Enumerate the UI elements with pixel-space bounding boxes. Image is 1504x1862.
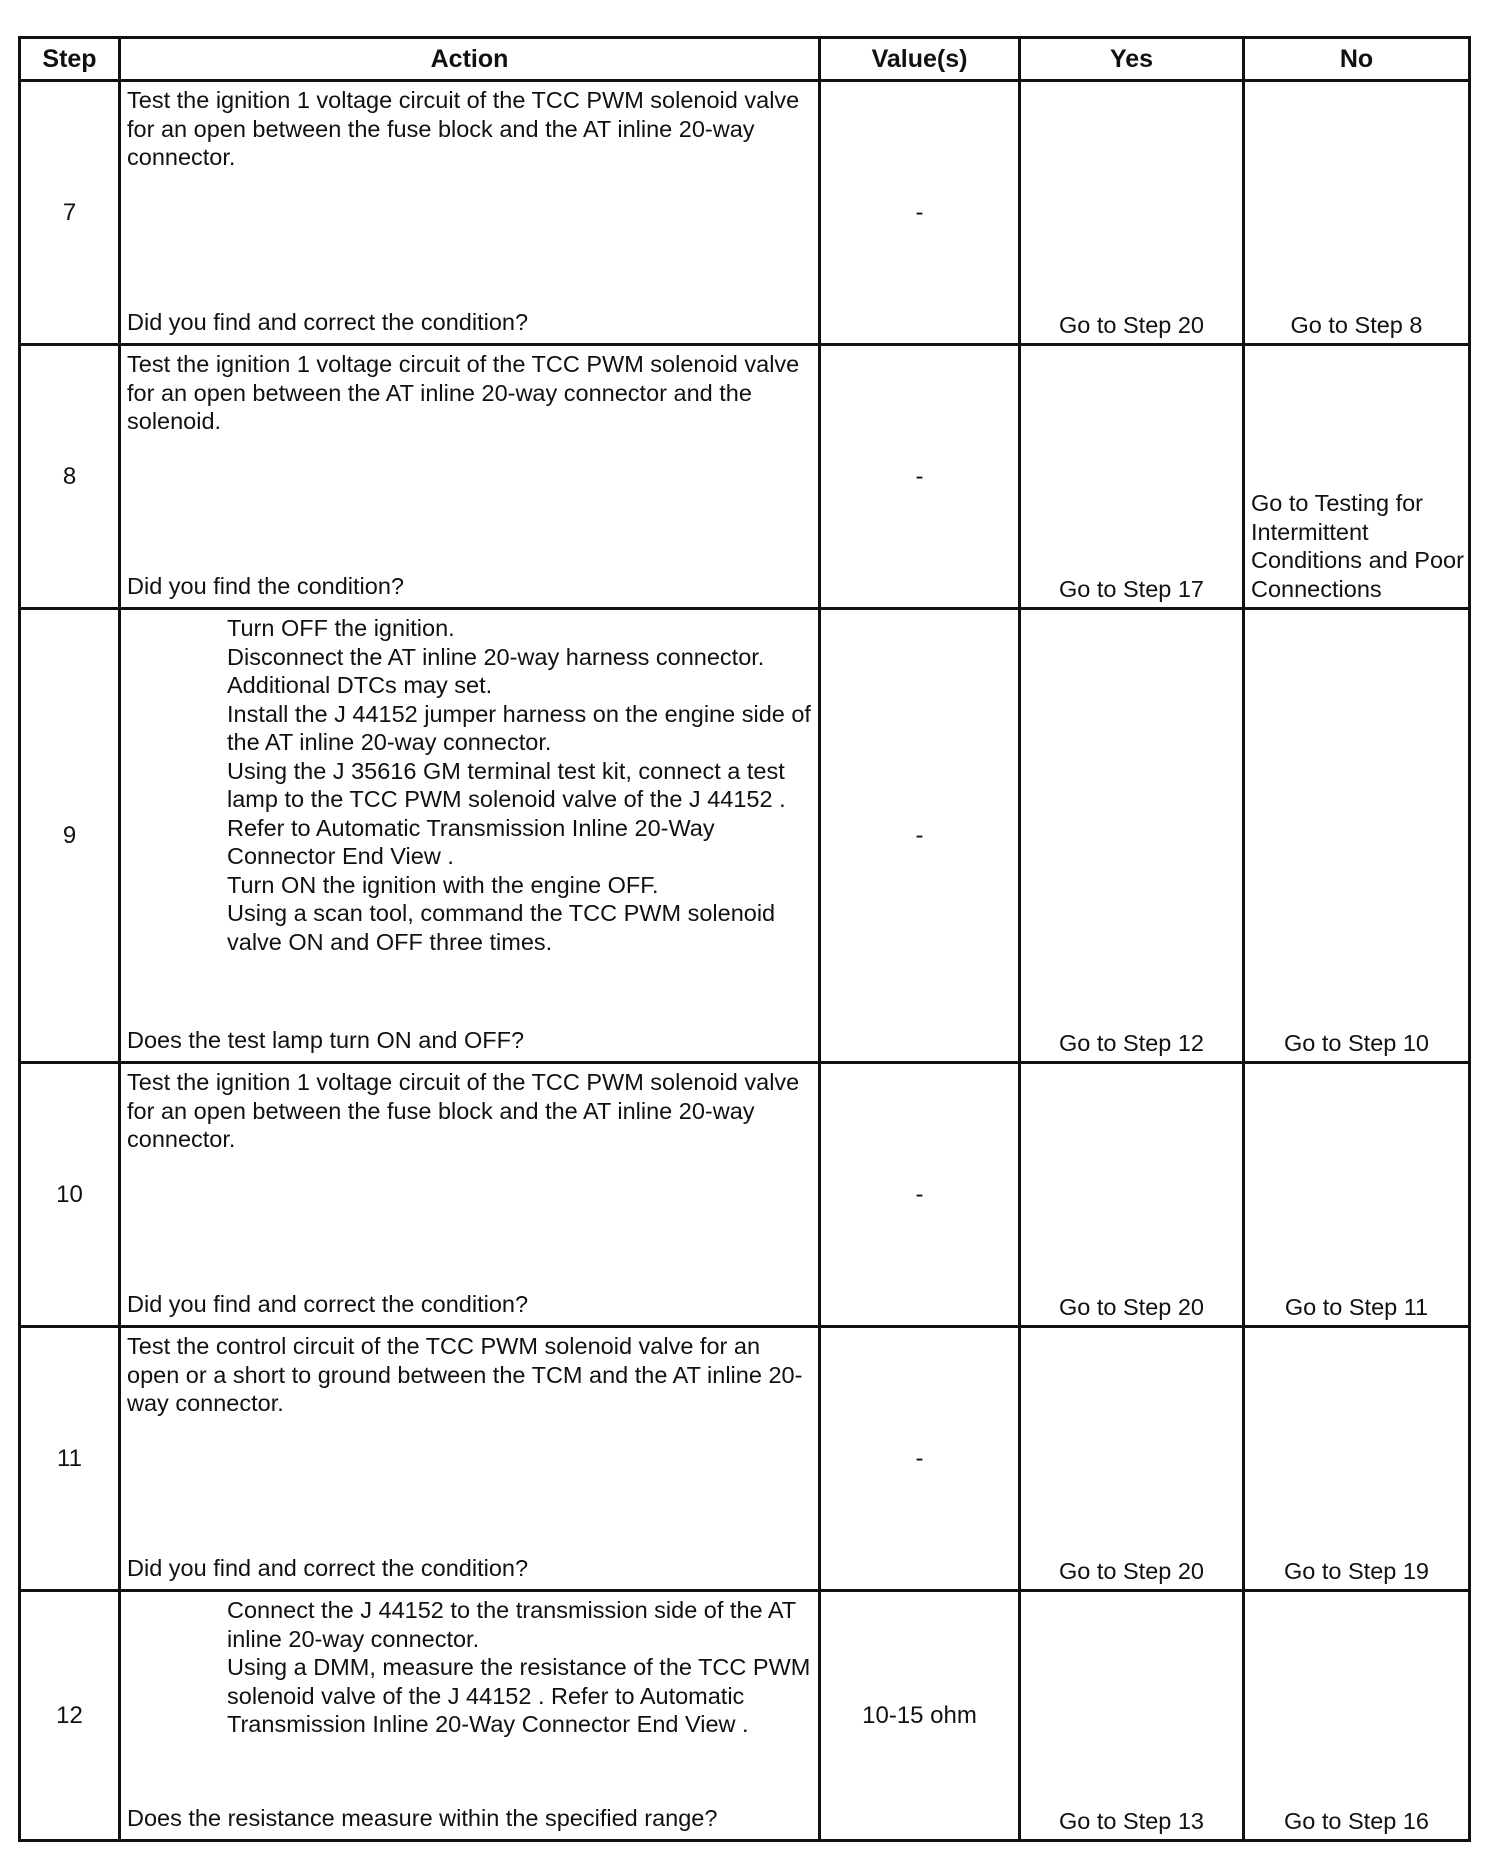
- step-number: 9: [20, 609, 120, 1063]
- header-value: Value(s): [820, 38, 1020, 81]
- yes-cell: [1020, 81, 1244, 345]
- substep: Using a scan tool, command the TCC PWM solenoid valve ON and OFF three times.: [227, 900, 776, 955]
- table-row: [20, 1063, 1470, 1327]
- substep: Using a DMM, measure the resistance of the TCC PWM solenoid valve of the J 44152 . Refer to Automatic Transmission Inline 20-Way Connector End View .: [227, 1654, 811, 1737]
- step-number: 12: [20, 1591, 120, 1841]
- action-text: Test the control circuit of the TCC PWM solenoid valve for an open or a short to ground between the TCM and the AT inline 20-way connector.: [127, 1333, 803, 1416]
- table-row: [20, 81, 1470, 345]
- yes-result: Go to Step 12: [1058, 1029, 1205, 1056]
- action-cell: [120, 1327, 820, 1591]
- yes-cell: [1020, 345, 1244, 609]
- table-row: [20, 1591, 1470, 1841]
- step-number: 11: [20, 1327, 120, 1591]
- value-cell: -: [820, 345, 1020, 609]
- value-cell: -: [820, 81, 1020, 345]
- action-question: Did you find and correct the condition?: [127, 308, 529, 335]
- action-cell: [120, 345, 820, 609]
- substep: Turn ON the ignition with the engine OFF.: [227, 871, 659, 898]
- step-number: 10: [20, 1063, 120, 1327]
- action-cell: [120, 81, 820, 345]
- action-text: Test the ignition 1 voltage circuit of the TCC PWM solenoid valve for an open between the AT inline 20-way connector and the solenoid.: [127, 351, 800, 434]
- no-cell: [1244, 1327, 1470, 1591]
- table-row: [20, 345, 1470, 609]
- value-cell: -: [820, 1063, 1020, 1327]
- no-result: Go to Step 8: [1290, 311, 1423, 338]
- action-cell: [120, 1591, 820, 1841]
- header-action: Action: [120, 38, 820, 81]
- yes-result: Go to Step 20: [1058, 1557, 1205, 1584]
- step-number: 8: [20, 345, 120, 609]
- action-question: Does the resistance measure within the specified range?: [127, 1804, 718, 1831]
- substep: Using the J 35616 GM terminal test kit, connect a test lamp to the TCC PWM solenoid valve of the J 44152 . Refer to Automatic Transmission Inline 20-Way Connector End View .: [227, 757, 786, 869]
- action-cell: [120, 1063, 820, 1327]
- header-no: No: [1244, 38, 1470, 81]
- yes-result: Go to Step 20: [1058, 1293, 1205, 1320]
- yes-result: Go to Step 17: [1058, 575, 1205, 602]
- no-result: Go to Step 16: [1283, 1807, 1430, 1834]
- yes-cell: [1020, 1063, 1244, 1327]
- value-cell: -: [820, 609, 1020, 1063]
- header-yes: Yes: [1020, 38, 1244, 81]
- action-question: Did you find and correct the condition?: [127, 1554, 529, 1581]
- substep: Disconnect the AT inline 20-way harness connector. Additional DTCs may set.: [227, 643, 765, 698]
- action-text: Test the ignition 1 voltage circuit of the TCC PWM solenoid valve for an open between the fuse block and the AT inline 20-way connector.: [127, 87, 800, 170]
- no-cell: [1244, 345, 1470, 609]
- yes-result: Go to Step 20: [1058, 311, 1205, 338]
- no-cell: [1244, 81, 1470, 345]
- yes-cell: [1020, 1591, 1244, 1841]
- action-question: Did you find and correct the condition?: [127, 1290, 529, 1317]
- action-question: Does the test lamp turn ON and OFF?: [127, 1026, 525, 1053]
- yes-result: Go to Step 13: [1058, 1807, 1205, 1834]
- no-result: Go to Step 19: [1283, 1557, 1430, 1584]
- no-cell: [1244, 1063, 1470, 1327]
- no-cell: [1244, 609, 1470, 1063]
- table-row: [20, 1327, 1470, 1591]
- header-step: Step: [20, 38, 120, 81]
- no-result: Go to Step 11: [1284, 1293, 1429, 1320]
- header-row: [20, 38, 1470, 81]
- value-cell: -: [820, 1327, 1020, 1591]
- yes-cell: [1020, 1327, 1244, 1591]
- action-question: Did you find the condition?: [127, 572, 404, 599]
- yes-cell: [1020, 609, 1244, 1063]
- action-text: Test the ignition 1 voltage circuit of the TCC PWM solenoid valve for an open between the fuse block and the AT inline 20-way connector.: [127, 1069, 800, 1152]
- table-row: [20, 609, 1470, 1063]
- substep: Connect the J 44152 to the transmission side of the AT inline 20-way connector.: [227, 1597, 796, 1652]
- substep-list: [127, 614, 812, 956]
- action-cell: [120, 609, 820, 1063]
- substep: Install the J 44152 jumper harness on the engine side of the AT inline 20-way connector.: [227, 700, 811, 755]
- no-result: Go to Testing for Intermittent Conditions and Poor Connections: [1251, 490, 1464, 602]
- no-result: Go to Step 10: [1283, 1029, 1430, 1056]
- substep: Turn OFF the ignition.: [227, 615, 455, 641]
- diagnostic-table: [18, 36, 1471, 1842]
- value-cell: 10-15 ohm: [820, 1591, 1020, 1841]
- no-cell: [1244, 1591, 1470, 1841]
- substep-list: [127, 1596, 812, 1739]
- step-number: 7: [20, 81, 120, 345]
